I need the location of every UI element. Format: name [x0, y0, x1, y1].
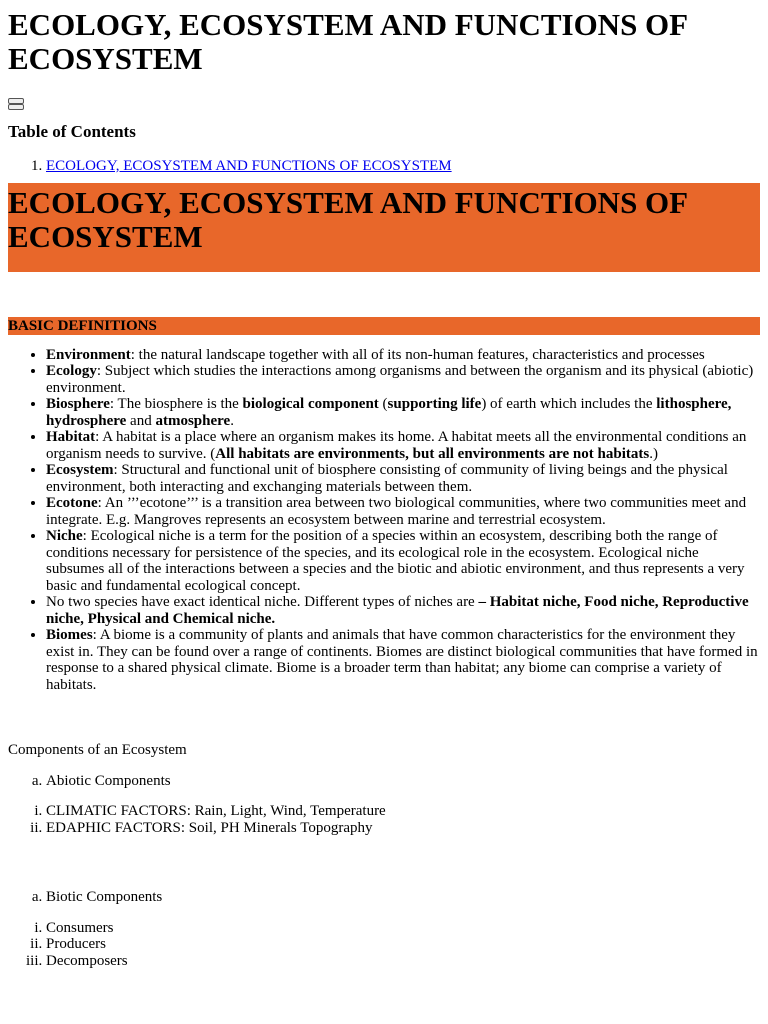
term: Niche — [46, 528, 83, 544]
definition: : An ’’’ecotone’’’ is a transition area between two biological communities, where two communities meet and integrate. E.g. Mangroves represents an ecosystem between marine and terrestrial ecosystem. — [46, 495, 747, 528]
definition: : the natural landscape together with all of its non-human features, characteristics and processes — [130, 346, 705, 363]
definition-part: . — [230, 412, 234, 429]
definition-part: ) of earth which includes the — [481, 396, 657, 412]
biotic-list — [8, 889, 760, 906]
list-item: a. Abiotic Components — [46, 773, 760, 790]
definition-part: : The biosphere is the — [109, 396, 243, 412]
definition-part: : A habitat is a place where an organism makes its home. A habitat meets all the environmental conditions an organism needs to survive. ( — [46, 429, 747, 462]
list-item — [46, 627, 760, 693]
list-item — [46, 495, 760, 528]
toc-link[interactable]: ECOLOGY, ECOSYSTEM AND FUNCTIONS OF ECOSYSTEM — [46, 158, 452, 174]
list-item — [46, 396, 760, 429]
emphasis: – Habitat niche, Food niche, Reproductive niche, Physical and Chemical niche. — [46, 594, 749, 627]
emphasis: All habitats are environments, but all environments are not habitats — [215, 445, 650, 462]
list-item: i. CLIMATIC FACTORS: Rain, Light, Wind, Temperature — [46, 803, 760, 820]
definition: : Structural and functional unit of biosphere consisting of community of living beings and the physical environment, both interacting and exchanging materials between them. — [46, 462, 728, 495]
list-item: i. Consumers — [46, 920, 760, 937]
list-item: a. Biotic Components — [46, 889, 760, 906]
section-banner — [8, 183, 760, 272]
list-item: ii. Producers — [46, 936, 760, 953]
spacer — [8, 836, 760, 875]
emphasis: atmosphere — [155, 412, 231, 429]
toc-heading: Table of Contents — [8, 122, 136, 141]
definition-part: .) — [649, 445, 658, 462]
definition-part: and — [126, 412, 156, 429]
list-item — [46, 429, 760, 462]
definition-part: No two species have exact identical niche. Different types of niches are — [46, 594, 479, 610]
definition-part: ( — [378, 396, 388, 412]
banner-title: ECOLOGY, ECOSYSTEM AND FUNCTIONS OF ECOSYSTEM — [8, 184, 687, 254]
list-item: ii. EDAPHIC FACTORS: Soil, PH Minerals Topography — [46, 820, 760, 837]
components-heading: Components of an Ecosystem — [8, 742, 187, 758]
definition: : Subject which studies the interactions among organisms and between the organism and its physical (abiotic) environment. — [46, 363, 754, 396]
toggle-bar-bottom — [8, 104, 24, 110]
term: Biosphere — [46, 396, 110, 412]
term: Ecosystem — [46, 462, 114, 478]
emphasis: supporting life — [387, 396, 482, 412]
basic-definitions-heading: BASIC DEFINITIONS — [8, 317, 760, 335]
list-item: iii. Decomposers — [46, 953, 760, 970]
list-item — [46, 594, 760, 627]
definitions-list — [8, 347, 760, 694]
toc-item — [46, 158, 760, 175]
toc-list — [8, 158, 760, 175]
list-item — [46, 347, 760, 364]
term: Ecology — [46, 363, 97, 379]
term: Environment — [46, 346, 131, 363]
list-item — [46, 462, 760, 495]
abiotic-factors-list — [8, 803, 760, 836]
definition: : A biome is a community of plants and animals that have common characteristics for the environment they exist in. They can be found over a range of continents. Biomes are distinct biological communities that have formed in response to a shared physical climate. Biome is a broader term than habitat; any biome can comprise a variety of habitats. — [46, 627, 758, 693]
definition: : Ecological niche is a term for the position of a species within an ecosystem, describing both the range of conditions necessary for persistence of the species, and its ecological role in the ecosystem. Ecological niche subsumes all of the interactions between a species and the biotic and abiotic environment, and thus represents a very basic and fundamental ecological concept. — [46, 528, 745, 594]
emphasis: lithosphere, hydrosphere — [46, 396, 732, 429]
list-item — [46, 528, 760, 594]
biotic-factors-list — [8, 920, 760, 970]
menu-toggle-icon[interactable] — [8, 98, 24, 110]
term: Ecotone — [46, 495, 98, 511]
abiotic-list — [8, 773, 760, 790]
emphasis: biological component — [242, 396, 379, 412]
term: Habitat — [46, 429, 96, 445]
list-item — [46, 363, 760, 396]
term: Biomes — [46, 627, 93, 643]
page-title: ECOLOGY, ECOSYSTEM AND FUNCTIONS OF ECOSYSTEM — [8, 7, 687, 76]
